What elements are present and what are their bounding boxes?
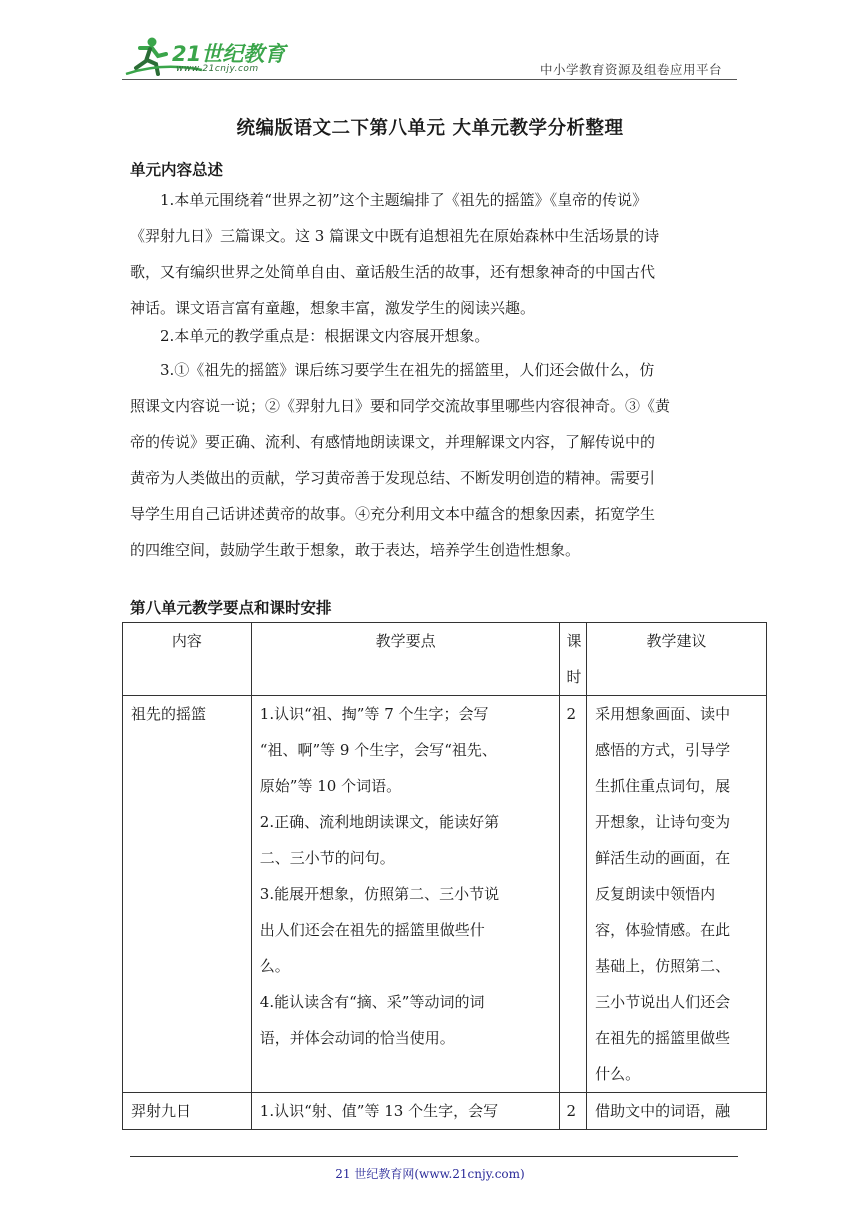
cell-line: 3.能展开想象，仿照第二、三小节说 [259, 885, 500, 903]
paragraph-2 [130, 318, 730, 354]
cell-line: 生抓住重点词句，展 [595, 777, 731, 795]
paragraph-line: 照课文内容说一说；②《羿射九日》要和同学交流故事里哪些内容很神奇。③《黄 [130, 397, 671, 415]
cell-line: 语，并体会动词的恰当使用。 [259, 1029, 455, 1047]
cell-content: 祖先的摇篮 [123, 696, 252, 1093]
paragraph-line: 神话。课文语言富有童趣，想象丰富，激发学生的阅读兴趣。 [130, 299, 536, 317]
table-row [123, 1093, 767, 1130]
cell-points [251, 696, 560, 1093]
footer-link[interactable]: 21 世纪教育网(www.21cnjy.com) [335, 1167, 525, 1181]
paragraph-line: 帝的传说》要正确、流利、有感情地朗读课文，并理解课文内容，了解传说中的 [130, 433, 656, 451]
table-row [123, 696, 767, 1093]
paragraph-line: 《羿射九日》三篇课文。这 3 篇课文中既有追想祖先在原始森林中生活场景的诗 [130, 227, 660, 245]
cell-hours: 2 [560, 1093, 587, 1130]
footer-divider [130, 1156, 738, 1157]
cell-line: 采用想象画面、读中 [595, 705, 731, 723]
cell-points [251, 1093, 560, 1130]
document-title: 统编版语文二下第八单元 大单元教学分析整理 [236, 118, 624, 139]
table-header-row [123, 623, 767, 696]
logo-text: 21世纪教育 [172, 42, 286, 66]
paragraph-3 [130, 352, 730, 568]
cell-line: 1.认识“射、值”等 13 个生字，会写 [259, 1102, 499, 1120]
paragraph-line: 1.本单元围绕着“世界之初”这个主题编排了《祖先的摇篮》《皇帝的传说》 [160, 191, 648, 209]
header-divider [122, 79, 737, 80]
cell-line: 么。 [259, 957, 290, 975]
cell-line: 开想象，让诗句变为 [595, 813, 731, 831]
cell-advice [587, 1093, 767, 1130]
cell-line: 鲜活生动的画面，在 [595, 849, 731, 867]
cell-line: 出人们还会在祖先的摇篮里做些什 [259, 921, 485, 939]
cell-hours: 2 [560, 696, 587, 1093]
header-hours: 课时 [560, 623, 587, 696]
cell-line: 反复朗读中领悟内 [595, 885, 716, 903]
paragraph-line: 3.①《祖先的摇篮》课后练习要学生在祖先的摇篮里，人们还会做什么，仿 [160, 361, 655, 379]
platform-tagline: 中小学教育资源及组卷应用平台 [540, 62, 723, 77]
cell-line: 三小节说出人们还会 [595, 993, 731, 1011]
paragraph-line: 黄帝为人类做出的贡献，学习黄帝善于发现总结、不断发明创造的精神。需要引 [130, 469, 656, 487]
cell-line: 基础上，仿照第二、 [595, 957, 731, 975]
cell-line: 容，体验情感。在此 [595, 921, 731, 939]
cell-advice [587, 696, 767, 1093]
cell-line: 2.正确、流利地朗读课文，能读好第 [259, 813, 500, 831]
cell-line: 什么。 [595, 1065, 641, 1083]
paragraph-line: 歌，又有编织世界之处简单自由、童话般生活的故事，还有想象神奇的中国古代 [130, 263, 656, 281]
section-heading-schedule: 第八单元教学要点和课时安排 [130, 598, 332, 617]
cell-content: 羿射九日 [123, 1093, 252, 1130]
logo-url: www.21cnjy.com [176, 64, 259, 74]
cell-line: 4.能认读含有“摘、采”等动词的词 [259, 993, 485, 1011]
paragraph-1 [130, 182, 730, 326]
paragraph-line: 导学生用自己话讲述黄帝的故事。④充分利用文本中蕴含的想象因素，拓宽学生 [130, 505, 656, 523]
lesson-plan-table [122, 622, 767, 1130]
header-points: 教学要点 [251, 623, 560, 696]
paragraph-line: 的四维空间，鼓励学生敢于想象，敢于表达，培养学生创造性想象。 [130, 541, 581, 559]
cell-line: 原始”等 10 个词语。 [259, 777, 402, 795]
header-content: 内容 [123, 623, 252, 696]
section-heading-summary: 单元内容总述 [130, 160, 224, 179]
cell-line: 借助文中的词语，融 [595, 1102, 731, 1120]
paragraph-line: 2.本单元的教学重点是：根据课文内容展开想象。 [160, 327, 490, 345]
cell-line: 1.认识“祖、掏”等 7 个生字；会写 [259, 705, 489, 723]
cell-line: “祖、啊”等 9 个生字，会写“祖先、 [259, 741, 497, 759]
header-advice: 教学建议 [587, 623, 767, 696]
site-logo [122, 34, 292, 78]
cell-line: 感悟的方式，引导学 [595, 741, 731, 759]
cell-line: 在祖先的摇篮里做些 [595, 1029, 731, 1047]
cell-line: 二、三小节的问句。 [259, 849, 395, 867]
